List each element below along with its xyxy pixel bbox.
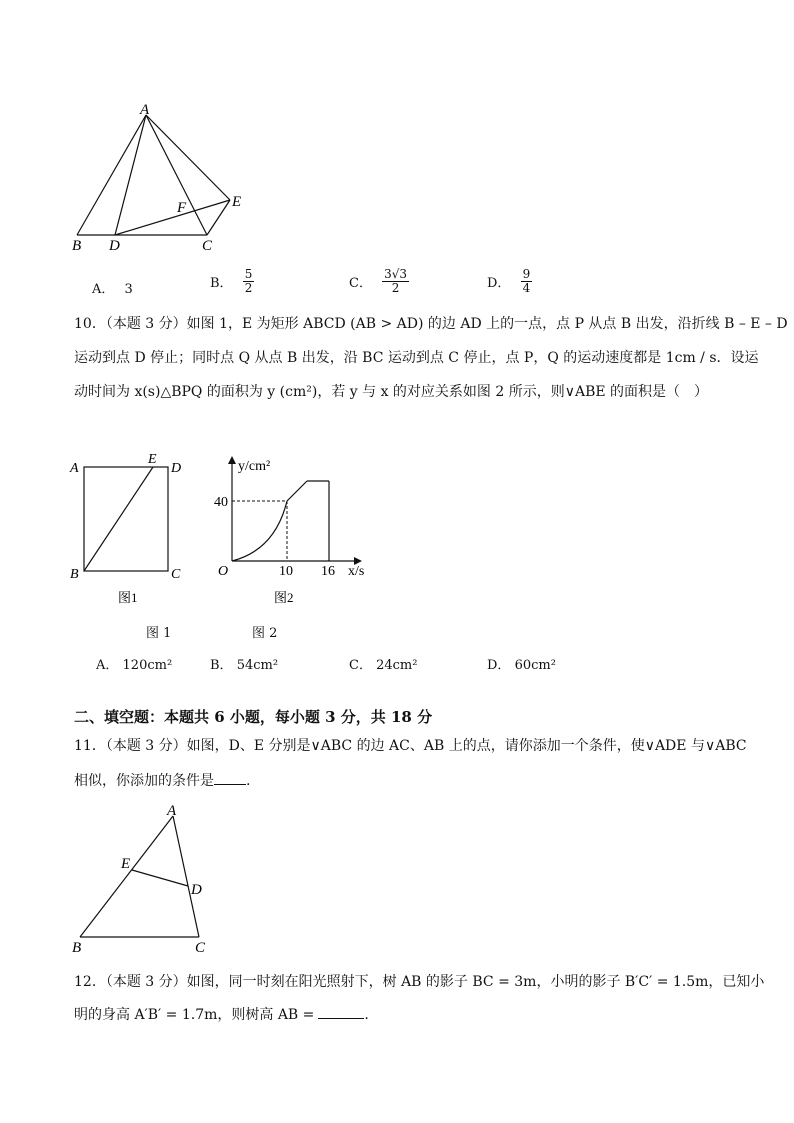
q9-option-a-letter: A． <box>92 282 115 297</box>
q10-option-c[interactable] <box>349 654 417 673</box>
q10-figure-1 <box>62 450 202 610</box>
fig2-ylabel: y/cm² <box>238 459 271 474</box>
q12-line-2-text: 明的身高 A′B′ = 1.7m，则树高 AB = <box>74 1007 315 1023</box>
q9-option-b-num: 5 <box>244 267 253 281</box>
q9-option-d[interactable] <box>487 268 532 295</box>
q9-option-b[interactable] <box>210 268 254 295</box>
q12-line-1: 12．（本题 3 分）如图，同一时刻在阳光照射下，树 AB 的影子 BC = 3m，小明的影子 B′C′ = 1.5m，已知小 <box>74 974 765 990</box>
q12-line-2-end: . <box>364 1007 369 1023</box>
fig2-origin: O <box>218 564 229 579</box>
fig2-xtick-16: 16 <box>321 564 335 579</box>
q9-label-B: B <box>72 238 82 254</box>
fig2-caption: 图2 <box>274 590 294 605</box>
q10-option-c-value: 24cm² <box>376 658 418 673</box>
q11-answer-blank[interactable] <box>214 770 246 785</box>
q10-option-a[interactable] <box>96 654 172 673</box>
q11-line-2-text: 相似，你添加的条件是 <box>74 773 214 789</box>
q9-option-a[interactable] <box>92 278 133 297</box>
q11-label-C: C <box>195 940 206 956</box>
q10-caption-1: 图 1 <box>146 626 172 641</box>
q10-option-c-letter: C． <box>349 658 372 673</box>
q9-option-c-fraction <box>382 268 409 295</box>
q10-option-d-value: 60cm² <box>514 658 556 673</box>
fig1-label-B: B <box>70 567 79 582</box>
q11-label-B: B <box>72 940 82 956</box>
q9-label-F: F <box>177 200 187 216</box>
q11-label-A: A <box>167 803 177 819</box>
q10-option-b-value: 54cm² <box>236 658 279 673</box>
q9-figure <box>60 100 260 255</box>
fig1-label-C: C <box>171 567 181 582</box>
q10-option-d-letter: D． <box>487 658 511 673</box>
fig1-label-E: E <box>148 452 157 467</box>
q11-line-2 <box>74 770 250 791</box>
fig2-ytick-40: 40 <box>214 495 228 510</box>
fig2-xtick-10: 10 <box>279 564 293 579</box>
q10-option-b-letter: B． <box>210 658 233 673</box>
q9-option-d-num: 9 <box>522 267 531 281</box>
section-2-title: 二、填空题：本题共 6 小题，每小题 3 分，共 18 分 <box>74 708 433 726</box>
q10-option-d[interactable] <box>487 654 556 673</box>
q10-line-2: 运动到点 D 停止；同时点 Q 从点 B 出发，沿 BC 运动到点 C 停止，点 P，Q 的运动速度都是 1cm / s．设运 <box>74 350 759 366</box>
q12-answer-blank[interactable] <box>318 1004 364 1019</box>
q11-line-1: 11．（本题 3 分）如图，D、E 分别是∨ABC 的边 AC、AB 上的点，请你添加一个条件，使∨ADE 与∨ABC <box>74 738 747 754</box>
q10-option-a-value: 120cm² <box>122 658 173 673</box>
q9-option-d-fraction <box>521 268 533 295</box>
fig1-label-D: D <box>171 461 182 476</box>
q9-option-c-letter: C． <box>349 276 372 291</box>
q9-label-C: C <box>202 238 213 254</box>
fig1-caption: 图1 <box>118 590 138 605</box>
q9-option-a-value: 3 <box>124 282 133 297</box>
q11-figure <box>68 800 228 960</box>
q9-option-d-letter: D． <box>487 276 511 291</box>
q9-option-d-den: 4 <box>522 281 531 295</box>
q9-option-b-letter: B． <box>210 276 233 291</box>
q10-option-a-letter: A． <box>96 658 119 673</box>
q9-label-E: E <box>232 194 242 210</box>
q9-option-b-fraction <box>243 268 255 295</box>
q9-label-A: A <box>140 102 150 118</box>
q12-line-2 <box>74 1004 369 1025</box>
q10-caption-2: 图 2 <box>252 626 278 641</box>
q9-label-D: D <box>109 238 120 254</box>
q9-option-c-den: 2 <box>391 281 400 295</box>
q10-line-3: 动时间为 x(s)△BPQ 的面积为 y (cm²)，若 y 与 x 的对应关系如图 2 所示，则∨ABE 的面积是（ ） <box>74 384 709 400</box>
q9-option-b-den: 2 <box>244 281 253 295</box>
q9-option-c-num: 3√3 <box>384 267 408 281</box>
q11-line-2-end: . <box>246 773 251 789</box>
q10-figure-2 <box>210 450 380 610</box>
q10-option-b[interactable] <box>210 654 278 673</box>
fig1-label-A: A <box>70 461 79 476</box>
q11-label-E: E <box>121 856 131 872</box>
q11-label-D: D <box>191 882 202 898</box>
fig2-xlabel: x/s <box>348 564 365 579</box>
q10-line-1: 10．（本题 3 分）如图 1，E 为矩形 ABCD (AB > AD) 的边 AD 上的一点，点 P 从点 B 出发，沿折线 B – E – D <box>74 316 788 332</box>
q9-option-c[interactable] <box>349 268 409 295</box>
